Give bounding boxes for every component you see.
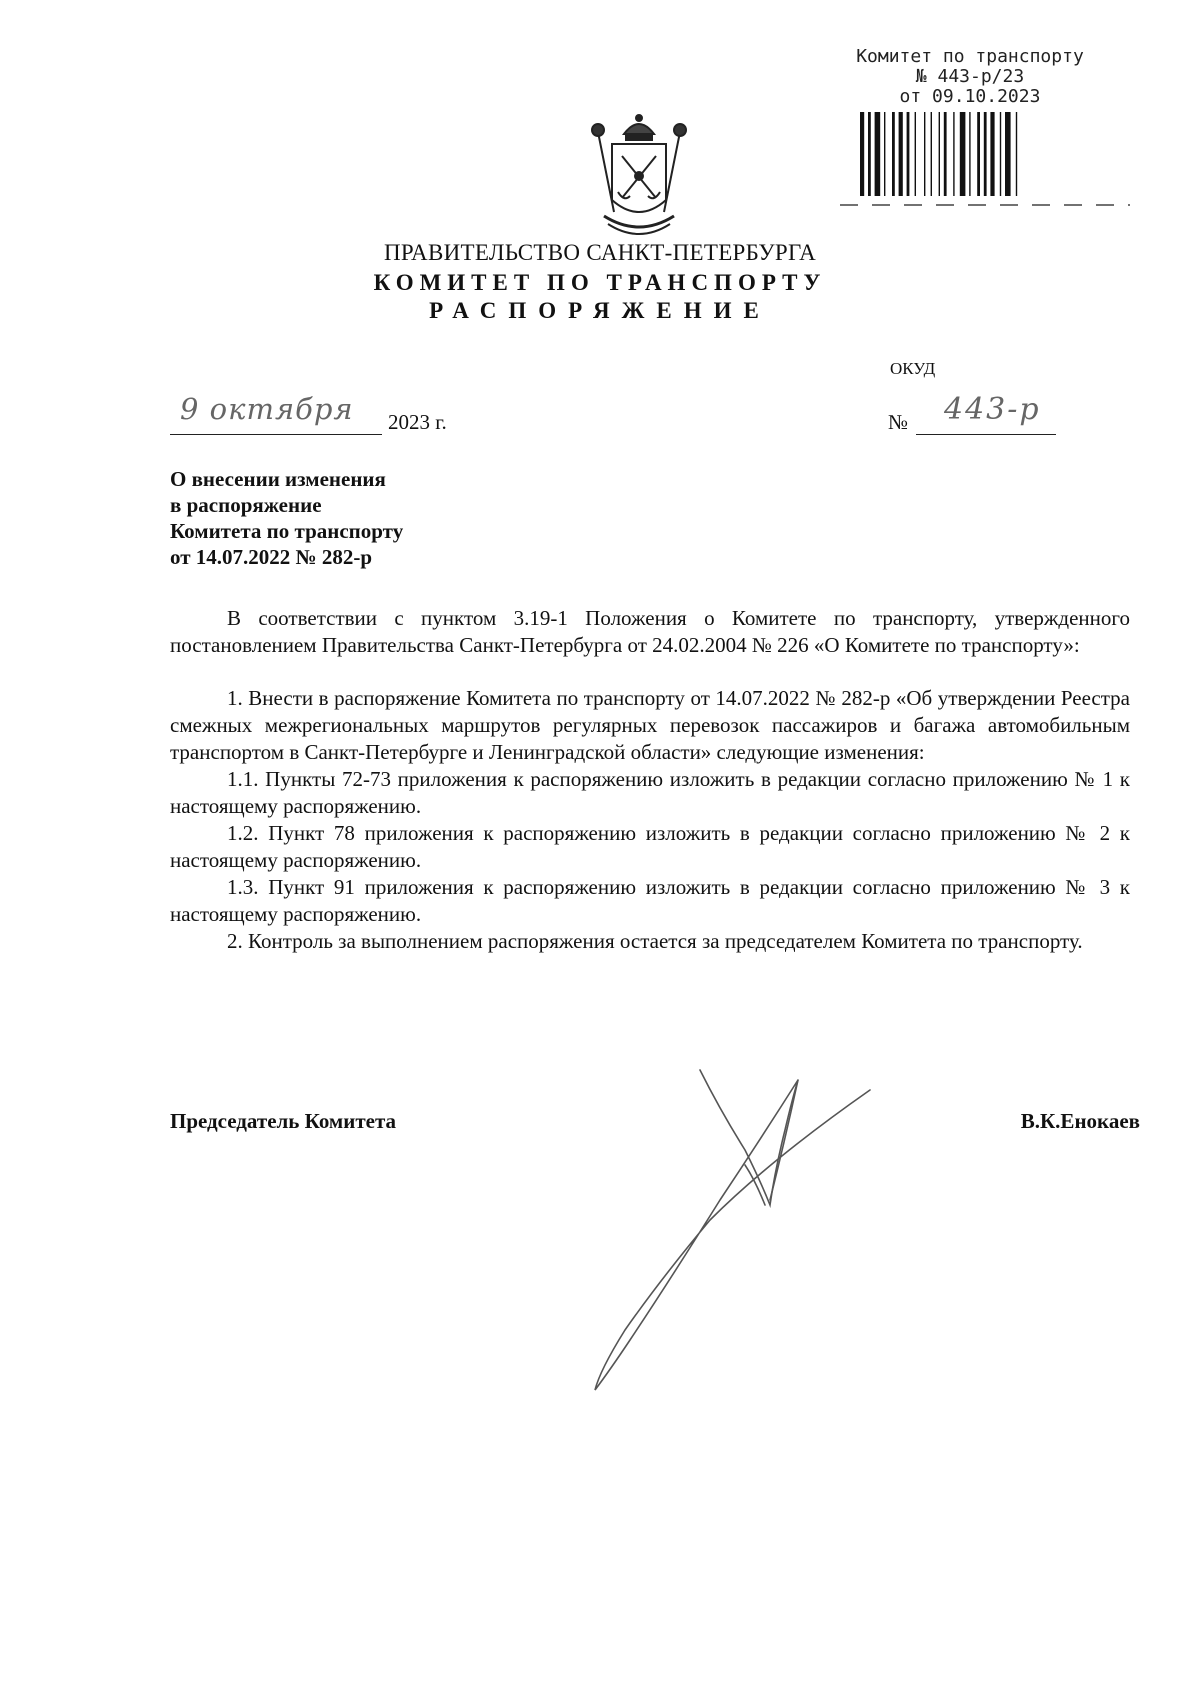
clause-1-1: 1.1. Пункты 72-73 приложения к распоряжению изложить в редакции согласно приложению № 1 к настоящему распоряжению.: [170, 767, 1130, 818]
stamp-date: от 09.10.2023: [899, 86, 1041, 107]
stamp-number: № 443-р/23: [915, 66, 1025, 87]
clause-1-2: 1.2. Пункт 78 приложения к распоряжению изложить в редакции согласно приложению № 2 к настоящему распоряжению.: [170, 821, 1130, 872]
subject-line: Комитета по транспорту: [170, 519, 404, 543]
date-year: 2023 г.: [388, 410, 447, 434]
clause-1: 1. Внести в распоряжение Комитета по транспорту от 14.07.2022 № 282-р «Об утверждении Реестра смежных межрегиональных маршрутов регулярных перевозок пассажиров и багажа автомобильным транспортом в Санкт-Петербурге и Ленинградской области» следующие изменения:: [170, 686, 1130, 764]
signatory-name: В.К.Енокаев: [1020, 1109, 1140, 1133]
barcode: [860, 112, 1060, 196]
subject-line: от 14.07.2022 № 282-р: [170, 545, 373, 569]
date-handwritten: 9 октября: [180, 392, 354, 426]
number-handwritten: 443-р: [944, 392, 1041, 427]
government-title: ПРАВИТЕЛЬСТВО САНКТ-ПЕТЕРБУРГА: [383, 240, 817, 265]
clause-2: 2. Контроль за выполнением распоряжения остается за председателем Комитета по транспорту.: [227, 929, 1083, 953]
subject-line: О внесении изменения: [170, 467, 386, 491]
subject-line: в распоряжение: [170, 493, 322, 517]
handwritten-signature: [570, 1050, 900, 1400]
committee-title: КОМИТЕТ ПО ТРАНСПОРТУ: [373, 270, 827, 295]
document-subject: [170, 466, 403, 570]
number-sign: №: [888, 410, 909, 434]
stamp-committee: Комитет по транспорту: [856, 46, 1084, 67]
document-type: РАСПОРЯЖЕНИЕ: [429, 298, 771, 323]
registration-stamp: [840, 47, 1100, 107]
okud-label: ОКУД: [890, 359, 936, 378]
signatory-title: Председатель Комитета: [170, 1109, 397, 1133]
coat-of-arms-emblem: [584, 112, 694, 242]
preamble: В соответствии с пунктом 3.19-1 Положения о Комитете по транспорту, утвержденного постановлением Правительства Санкт-Петербурга от 24.02.2004 № 226 «О Комитете по транспорту»:: [170, 606, 1130, 657]
document-body: [170, 605, 1130, 955]
stamp-dashed-line: [840, 202, 1130, 208]
clause-1-3: 1.3. Пункт 91 приложения к распоряжению изложить в редакции согласно приложению № 3 к настоящему распоряжению.: [170, 875, 1130, 926]
